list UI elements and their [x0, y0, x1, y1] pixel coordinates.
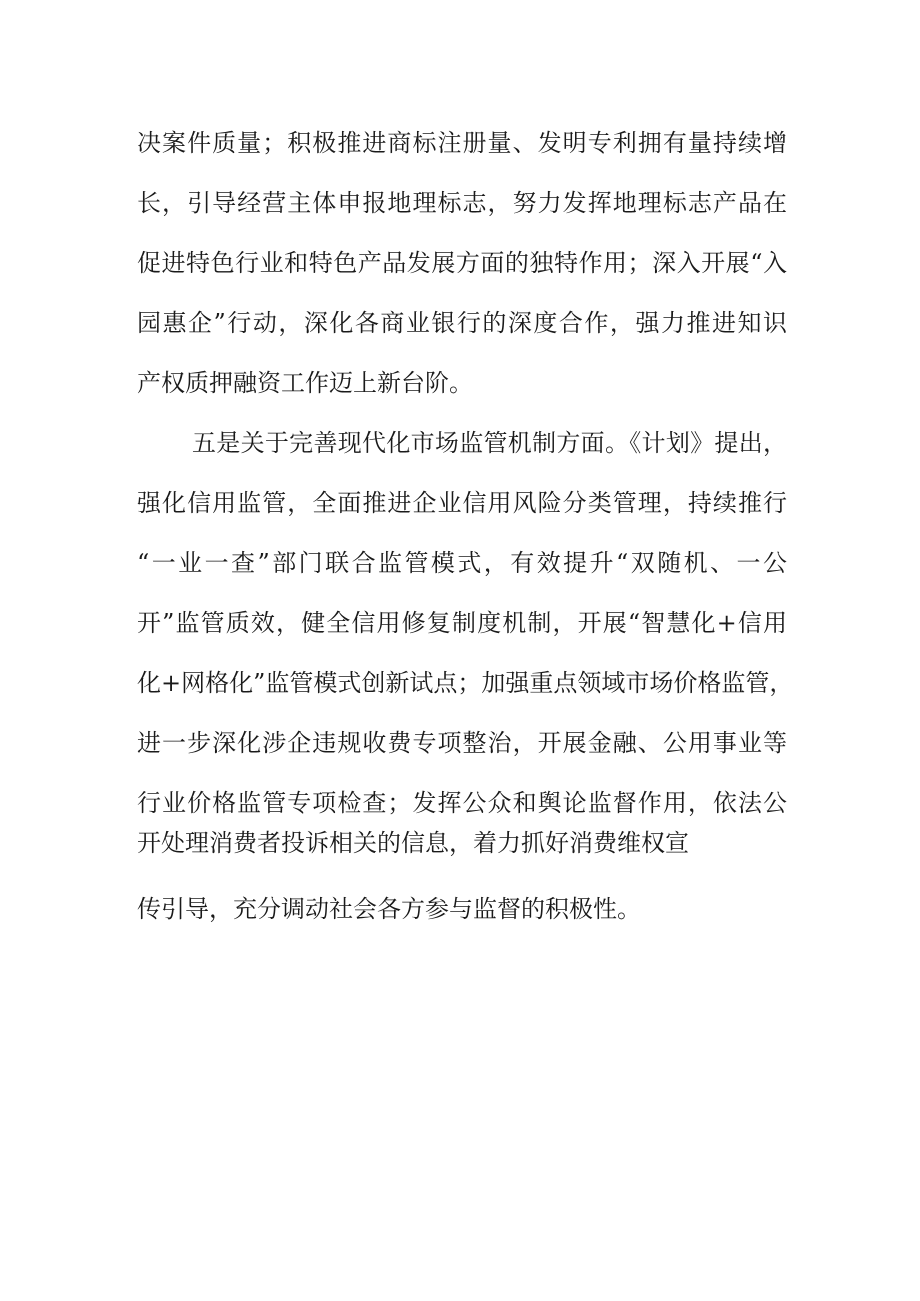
- text-line: 长，引导经营主体申报地理标志，努力发挥地理标志产品在: [137, 189, 787, 217]
- text-line: 传引导，充分调动社会各方参与监督的积极性。: [137, 895, 641, 923]
- text-line: 产权质押融资工作迈上新台阶。: [137, 369, 473, 397]
- text-line: 五是关于完善现代化市场监管机制方面。《计划》提出，: [192, 429, 787, 457]
- text-line: “一业一查”部门联合监管模式，有效提升“双随机、一公: [137, 549, 787, 577]
- text-line: 开”监管质效，健全信用修复制度机制，开展“智慧化+信用: [137, 609, 787, 637]
- text-line: 进一步深化涉企违规收费专项整治，开展金融、公用事业等: [137, 729, 787, 757]
- text-line: 促进特色行业和特色产品发展方面的独特作用；深入开展“入: [137, 249, 787, 277]
- text-line: 园惠企”行动，深化各商业银行的深度合作，强力推进知识: [137, 309, 787, 337]
- text-line: 开处理消费者投诉相关的信息，着力抓好消费维权宣: [137, 829, 689, 857]
- text-line: 化+网格化”监管模式创新试点；加强重点领域市场价格监管，: [137, 669, 794, 697]
- text-line: 决案件质量；积极推进商标注册量、发明专利拥有量持续增: [137, 129, 787, 157]
- text-line: 行业价格监管专项检查；发挥公众和舆论监督作用，依法公: [137, 789, 787, 817]
- text-line: 强化信用监管，全面推进企业信用风险分类管理，持续推行: [137, 489, 787, 517]
